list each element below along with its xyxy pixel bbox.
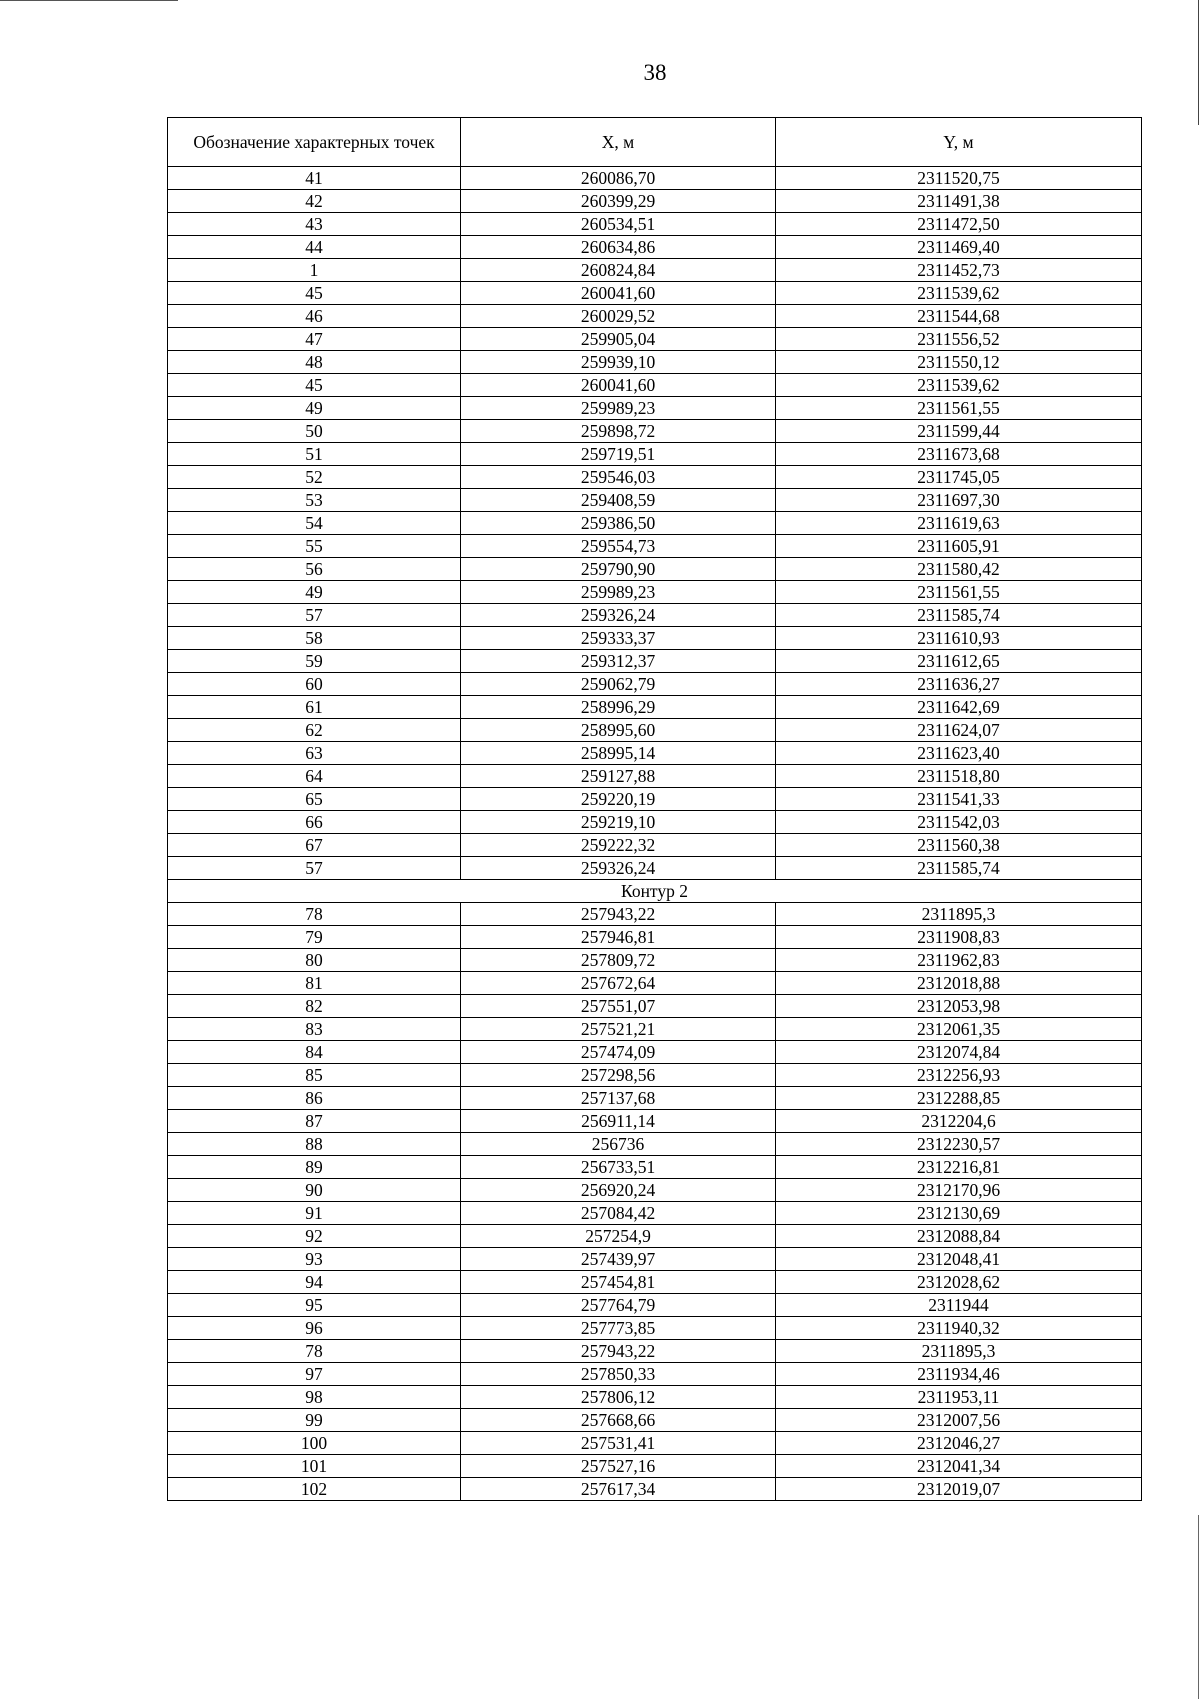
- y-cell: 2311472,50: [776, 213, 1142, 236]
- table-row: [168, 374, 1142, 397]
- table-row: [168, 1271, 1142, 1294]
- table-row: [168, 1317, 1142, 1340]
- table-row: [168, 282, 1142, 305]
- point-cell: 43: [168, 213, 461, 236]
- point-cell: 88: [168, 1133, 461, 1156]
- table-row: [168, 397, 1142, 420]
- y-cell: 2311636,27: [776, 673, 1142, 696]
- point-cell: 48: [168, 351, 461, 374]
- x-cell: 256911,14: [461, 1110, 776, 1133]
- point-cell: 89: [168, 1156, 461, 1179]
- table-row: [168, 190, 1142, 213]
- y-cell: 2311673,68: [776, 443, 1142, 466]
- y-cell: 2311469,40: [776, 236, 1142, 259]
- y-cell: 2311962,83: [776, 949, 1142, 972]
- section-label: Контур 2: [168, 880, 1142, 903]
- point-cell: 93: [168, 1248, 461, 1271]
- x-cell: 259408,59: [461, 489, 776, 512]
- y-cell: 2311560,38: [776, 834, 1142, 857]
- point-cell: 94: [168, 1271, 461, 1294]
- x-cell: 257850,33: [461, 1363, 776, 1386]
- table-row: [168, 811, 1142, 834]
- point-cell: 87: [168, 1110, 461, 1133]
- y-cell: 2311561,55: [776, 581, 1142, 604]
- point-cell: 50: [168, 420, 461, 443]
- point-cell: 49: [168, 397, 461, 420]
- table-row: [168, 581, 1142, 604]
- point-cell: 101: [168, 1455, 461, 1478]
- x-cell: 257668,66: [461, 1409, 776, 1432]
- point-cell: 91: [168, 1202, 461, 1225]
- y-cell: 2311642,69: [776, 696, 1142, 719]
- table-row: [168, 489, 1142, 512]
- y-cell: 2311934,46: [776, 1363, 1142, 1386]
- table-row: [168, 512, 1142, 535]
- point-cell: 57: [168, 604, 461, 627]
- table-row: [168, 1225, 1142, 1248]
- y-cell: 2312256,93: [776, 1064, 1142, 1087]
- point-cell: 90: [168, 1179, 461, 1202]
- table-row: [168, 1363, 1142, 1386]
- point-cell: 49: [168, 581, 461, 604]
- x-cell: 257474,09: [461, 1041, 776, 1064]
- y-cell: 2312061,35: [776, 1018, 1142, 1041]
- x-cell: 257617,34: [461, 1478, 776, 1501]
- y-cell: 2311550,12: [776, 351, 1142, 374]
- y-cell: 2311541,33: [776, 788, 1142, 811]
- table-row: [168, 1041, 1142, 1064]
- x-cell: 257773,85: [461, 1317, 776, 1340]
- point-cell: 45: [168, 282, 461, 305]
- y-cell: 2312007,56: [776, 1409, 1142, 1432]
- y-cell: 2311561,55: [776, 397, 1142, 420]
- table-row: [168, 673, 1142, 696]
- x-cell: 259062,79: [461, 673, 776, 696]
- y-cell: 2311953,11: [776, 1386, 1142, 1409]
- x-cell: 257551,07: [461, 995, 776, 1018]
- y-cell: 2311542,03: [776, 811, 1142, 834]
- point-cell: 92: [168, 1225, 461, 1248]
- point-cell: 100: [168, 1432, 461, 1455]
- x-cell: 260041,60: [461, 374, 776, 397]
- table-row: [168, 259, 1142, 282]
- table-row: [168, 834, 1142, 857]
- point-cell: 102: [168, 1478, 461, 1501]
- x-cell: 257764,79: [461, 1294, 776, 1317]
- x-cell: 259989,23: [461, 581, 776, 604]
- table-row: [168, 627, 1142, 650]
- y-cell: 2312088,84: [776, 1225, 1142, 1248]
- y-cell: 2311895,3: [776, 1340, 1142, 1363]
- table-row: [168, 535, 1142, 558]
- section-row: [168, 880, 1142, 903]
- table-row: [168, 328, 1142, 351]
- table-row: [168, 788, 1142, 811]
- table-row: [168, 765, 1142, 788]
- table-row: [168, 1087, 1142, 1110]
- table-row: [168, 604, 1142, 627]
- x-cell: 257084,42: [461, 1202, 776, 1225]
- point-cell: 54: [168, 512, 461, 535]
- table-row: [168, 1432, 1142, 1455]
- y-cell: 2311585,74: [776, 604, 1142, 627]
- y-cell: 2311520,75: [776, 167, 1142, 190]
- table-row: [168, 1064, 1142, 1087]
- x-cell: 258995,14: [461, 742, 776, 765]
- x-cell: 257806,12: [461, 1386, 776, 1409]
- point-cell: 58: [168, 627, 461, 650]
- header-y: Y, м: [776, 118, 1142, 167]
- table-row: [168, 972, 1142, 995]
- point-cell: 53: [168, 489, 461, 512]
- point-cell: 66: [168, 811, 461, 834]
- point-cell: 45: [168, 374, 461, 397]
- table-row: [168, 213, 1142, 236]
- x-cell: 259790,90: [461, 558, 776, 581]
- y-cell: 2312048,41: [776, 1248, 1142, 1271]
- point-cell: 42: [168, 190, 461, 213]
- table-row: [168, 236, 1142, 259]
- x-cell: 258996,29: [461, 696, 776, 719]
- point-cell: 97: [168, 1363, 461, 1386]
- y-cell: 2312170,96: [776, 1179, 1142, 1202]
- x-cell: 260534,51: [461, 213, 776, 236]
- y-cell: 2312288,85: [776, 1087, 1142, 1110]
- table-row: [168, 650, 1142, 673]
- header-x: X, м: [461, 118, 776, 167]
- y-cell: 2312028,62: [776, 1271, 1142, 1294]
- table-row: [168, 1409, 1142, 1432]
- point-cell: 78: [168, 903, 461, 926]
- table-row: [168, 1156, 1142, 1179]
- page-number: 38: [643, 60, 667, 85]
- point-cell: 96: [168, 1317, 461, 1340]
- point-cell: 95: [168, 1294, 461, 1317]
- point-cell: 83: [168, 1018, 461, 1041]
- table-row: [168, 949, 1142, 972]
- point-cell: 63: [168, 742, 461, 765]
- table-row: [168, 1202, 1142, 1225]
- y-cell: 2311539,62: [776, 282, 1142, 305]
- x-cell: 257531,41: [461, 1432, 776, 1455]
- y-cell: 2312216,81: [776, 1156, 1142, 1179]
- x-cell: 257137,68: [461, 1087, 776, 1110]
- y-cell: 2311580,42: [776, 558, 1142, 581]
- x-cell: 257439,97: [461, 1248, 776, 1271]
- point-cell: 79: [168, 926, 461, 949]
- point-cell: 59: [168, 650, 461, 673]
- point-cell: 64: [168, 765, 461, 788]
- x-cell: 257672,64: [461, 972, 776, 995]
- y-cell: 2311599,44: [776, 420, 1142, 443]
- point-cell: 46: [168, 305, 461, 328]
- x-cell: 256920,24: [461, 1179, 776, 1202]
- point-cell: 78: [168, 1340, 461, 1363]
- x-cell: 259219,10: [461, 811, 776, 834]
- header-point-designation: Обозначение характерных точек: [168, 118, 461, 167]
- table-row: [168, 1478, 1142, 1501]
- x-cell: 259220,19: [461, 788, 776, 811]
- x-cell: 257298,56: [461, 1064, 776, 1087]
- table-row: [168, 1248, 1142, 1271]
- y-cell: 2312204,6: [776, 1110, 1142, 1133]
- y-cell: 2312041,34: [776, 1455, 1142, 1478]
- x-cell: 260824,84: [461, 259, 776, 282]
- x-cell: 257946,81: [461, 926, 776, 949]
- point-cell: 81: [168, 972, 461, 995]
- x-cell: 260041,60: [461, 282, 776, 305]
- table-row: [168, 443, 1142, 466]
- point-cell: 41: [168, 167, 461, 190]
- y-cell: 2311491,38: [776, 190, 1142, 213]
- point-cell: 57: [168, 857, 461, 880]
- x-cell: 257254,9: [461, 1225, 776, 1248]
- table-row: [168, 1386, 1142, 1409]
- table-row: [168, 903, 1142, 926]
- table-row: [168, 351, 1142, 374]
- y-cell: 2311745,05: [776, 466, 1142, 489]
- table-row: [168, 1179, 1142, 1202]
- table-row: [168, 305, 1142, 328]
- y-cell: 2312046,27: [776, 1432, 1142, 1455]
- y-cell: 2312019,07: [776, 1478, 1142, 1501]
- y-cell: 2312130,69: [776, 1202, 1142, 1225]
- x-cell: 259905,04: [461, 328, 776, 351]
- x-cell: 259326,24: [461, 857, 776, 880]
- y-cell: 2312053,98: [776, 995, 1142, 1018]
- x-cell: 260399,29: [461, 190, 776, 213]
- x-cell: 259719,51: [461, 443, 776, 466]
- x-cell: 257809,72: [461, 949, 776, 972]
- table-row: [168, 558, 1142, 581]
- point-cell: 99: [168, 1409, 461, 1432]
- point-cell: 62: [168, 719, 461, 742]
- x-cell: 260086,70: [461, 167, 776, 190]
- table-row: [168, 420, 1142, 443]
- table-body: [168, 167, 1142, 1501]
- x-cell: 260029,52: [461, 305, 776, 328]
- point-cell: 47: [168, 328, 461, 351]
- y-cell: 2311895,3: [776, 903, 1142, 926]
- x-cell: 257943,22: [461, 1340, 776, 1363]
- point-cell: 84: [168, 1041, 461, 1064]
- y-cell: 2311612,65: [776, 650, 1142, 673]
- point-cell: 55: [168, 535, 461, 558]
- x-cell: 259333,37: [461, 627, 776, 650]
- point-cell: 44: [168, 236, 461, 259]
- table-row: [168, 1455, 1142, 1478]
- point-cell: 80: [168, 949, 461, 972]
- table-row: [168, 466, 1142, 489]
- table-row: [168, 167, 1142, 190]
- scan-edge: [1198, 1515, 1199, 1699]
- point-cell: 98: [168, 1386, 461, 1409]
- table-row: [168, 926, 1142, 949]
- x-cell: 257521,21: [461, 1018, 776, 1041]
- y-cell: 2311518,80: [776, 765, 1142, 788]
- x-cell: 257527,16: [461, 1455, 776, 1478]
- y-cell: 2312018,88: [776, 972, 1142, 995]
- x-cell: 259386,50: [461, 512, 776, 535]
- table-header-row: [168, 118, 1142, 167]
- x-cell: 256733,51: [461, 1156, 776, 1179]
- point-cell: 67: [168, 834, 461, 857]
- x-cell: 259554,73: [461, 535, 776, 558]
- x-cell: 260634,86: [461, 236, 776, 259]
- y-cell: 2311556,52: [776, 328, 1142, 351]
- x-cell: 257454,81: [461, 1271, 776, 1294]
- x-cell: 259312,37: [461, 650, 776, 673]
- point-cell: 85: [168, 1064, 461, 1087]
- y-cell: 2312074,84: [776, 1041, 1142, 1064]
- point-cell: 52: [168, 466, 461, 489]
- y-cell: 2311585,74: [776, 857, 1142, 880]
- table-row: [168, 1340, 1142, 1363]
- table-row: [168, 857, 1142, 880]
- x-cell: 259939,10: [461, 351, 776, 374]
- y-cell: 2311610,93: [776, 627, 1142, 650]
- point-cell: 65: [168, 788, 461, 811]
- point-cell: 86: [168, 1087, 461, 1110]
- scan-edge: [0, 0, 178, 1]
- x-cell: 259898,72: [461, 420, 776, 443]
- x-cell: 259546,03: [461, 466, 776, 489]
- x-cell: 257943,22: [461, 903, 776, 926]
- y-cell: 2311452,73: [776, 259, 1142, 282]
- table-row: [168, 995, 1142, 1018]
- table-row: [168, 742, 1142, 765]
- point-cell: 51: [168, 443, 461, 466]
- table-row: [168, 696, 1142, 719]
- x-cell: 259326,24: [461, 604, 776, 627]
- coordinates-table: [167, 117, 1142, 1501]
- y-cell: 2311940,32: [776, 1317, 1142, 1340]
- y-cell: 2311944: [776, 1294, 1142, 1317]
- table-row: [168, 1133, 1142, 1156]
- x-cell: 259127,88: [461, 765, 776, 788]
- table-row: [168, 719, 1142, 742]
- y-cell: 2311605,91: [776, 535, 1142, 558]
- x-cell: 259222,32: [461, 834, 776, 857]
- y-cell: 2311624,07: [776, 719, 1142, 742]
- y-cell: 2311697,30: [776, 489, 1142, 512]
- point-cell: 60: [168, 673, 461, 696]
- x-cell: 256736: [461, 1133, 776, 1156]
- y-cell: 2311539,62: [776, 374, 1142, 397]
- point-cell: 82: [168, 995, 461, 1018]
- table-row: [168, 1018, 1142, 1041]
- x-cell: 259989,23: [461, 397, 776, 420]
- y-cell: 2311619,63: [776, 512, 1142, 535]
- y-cell: 2311544,68: [776, 305, 1142, 328]
- table-row: [168, 1110, 1142, 1133]
- y-cell: 2312230,57: [776, 1133, 1142, 1156]
- table-row: [168, 1294, 1142, 1317]
- y-cell: 2311908,83: [776, 926, 1142, 949]
- y-cell: 2311623,40: [776, 742, 1142, 765]
- point-cell: 1: [168, 259, 461, 282]
- point-cell: 61: [168, 696, 461, 719]
- point-cell: 56: [168, 558, 461, 581]
- x-cell: 258995,60: [461, 719, 776, 742]
